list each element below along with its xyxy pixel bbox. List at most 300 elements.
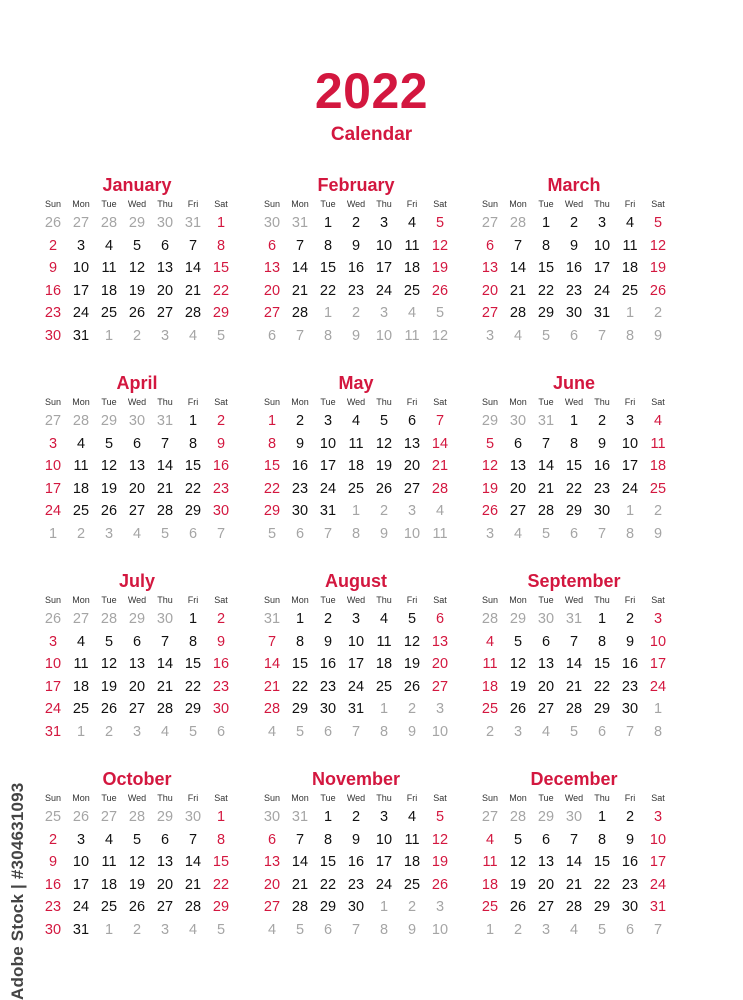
weekday-label: Tue [101, 595, 117, 605]
day-cell: 14 [565, 656, 583, 673]
day-cell: 2 [625, 809, 635, 825]
day-cell: 26 [403, 678, 421, 695]
month-april [39, 373, 235, 546]
day-cell: 26 [128, 305, 146, 322]
weekday-header [39, 394, 235, 410]
day-cell: 2 [351, 809, 361, 825]
weekday-label: Sat [433, 199, 447, 209]
day-grid [476, 806, 672, 942]
weekday-label: Thu [594, 397, 610, 407]
weekday-header [476, 394, 672, 410]
day-cell: 6 [160, 831, 170, 848]
adjacent-day-cell: 3 [435, 701, 445, 718]
weekday-label: Tue [538, 793, 554, 803]
adjacent-day-cell: 5 [541, 327, 551, 344]
adjacent-day-cell: 7 [351, 723, 361, 740]
adjacent-day-cell: 3 [132, 723, 142, 740]
day-cell: 4 [104, 831, 114, 848]
day-cell: 27 [128, 503, 146, 520]
weekday-label: Fri [624, 595, 636, 605]
day-cell: 7 [435, 413, 445, 429]
day-cell: 16 [319, 656, 337, 673]
adjacent-day-cell: 5 [295, 921, 305, 938]
day-cell: 28 [291, 899, 309, 916]
day-cell: 27 [263, 305, 281, 322]
day-cell: 12 [128, 260, 146, 277]
day-cell: 14 [291, 260, 309, 277]
weekday-label: Thu [594, 793, 610, 803]
day-cell: 16 [347, 260, 365, 277]
day-cell: 31 [347, 701, 365, 718]
day-cell: 31 [44, 723, 62, 740]
day-cell: 12 [431, 831, 449, 848]
adjacent-day-cell: 4 [132, 525, 142, 542]
adjacent-day-cell: 9 [407, 723, 417, 740]
day-cell: 2 [48, 831, 58, 848]
weekday-label: Mon [72, 595, 90, 605]
day-cell: 22 [593, 876, 611, 893]
day-cell: 3 [48, 633, 58, 650]
day-cell: 10 [375, 831, 393, 848]
adjacent-day-cell: 7 [653, 921, 663, 938]
day-cell: 31 [72, 921, 90, 938]
day-cell: 17 [593, 260, 611, 277]
month-february [258, 175, 454, 348]
adjacent-day-cell: 27 [72, 215, 90, 231]
adjacent-day-cell: 28 [128, 809, 146, 825]
adjacent-day-cell: 10 [431, 723, 449, 740]
day-cell: 13 [431, 633, 449, 650]
day-cell: 4 [76, 633, 86, 650]
day-cell: 16 [347, 854, 365, 871]
weekday-header [476, 790, 672, 806]
day-grid [258, 212, 454, 348]
weekday-label: Wed [127, 793, 147, 803]
calendar-year: 2022 [314, 63, 429, 119]
weekday-label: Sat [214, 199, 228, 209]
day-cell: 12 [649, 237, 667, 254]
adjacent-day-cell: 5 [435, 305, 445, 322]
adjacent-day-cell: 31 [156, 413, 174, 429]
weekday-label: Sun [263, 793, 280, 803]
weekday-header [258, 592, 454, 608]
day-cell: 7 [541, 435, 551, 452]
day-cell: 14 [509, 260, 527, 277]
day-grid [258, 806, 454, 942]
day-cell: 30 [593, 503, 611, 520]
day-cell: 13 [537, 656, 555, 673]
day-cell: 26 [509, 701, 527, 718]
adjacent-day-cell: 1 [104, 921, 114, 938]
day-cell: 10 [319, 435, 337, 452]
day-cell: 29 [537, 305, 555, 322]
adjacent-day-cell: 7 [295, 327, 305, 344]
day-cell: 5 [435, 809, 445, 825]
weekday-label: Mon [509, 397, 527, 407]
adjacent-day-cell: 4 [160, 723, 170, 740]
adjacent-day-cell: 31 [263, 611, 281, 627]
adjacent-day-cell: 2 [132, 327, 142, 344]
day-cell: 26 [509, 899, 527, 916]
day-cell: 27 [156, 305, 174, 322]
month-june [476, 373, 672, 546]
day-cell: 21 [184, 282, 202, 299]
weekday-label: Sat [433, 595, 447, 605]
weekday-label: Tue [538, 199, 554, 209]
weekday-label: Mon [509, 595, 527, 605]
day-cell: 22 [184, 678, 202, 695]
weekday-label: Sat [214, 793, 228, 803]
adjacent-day-cell: 10 [403, 525, 421, 542]
month-july [39, 571, 235, 744]
day-cell: 5 [407, 611, 417, 627]
day-grid [476, 608, 672, 744]
weekday-label: Tue [320, 199, 336, 209]
day-cell: 10 [44, 458, 62, 475]
day-cell: 3 [653, 611, 663, 627]
day-cell: 20 [403, 458, 421, 475]
weekday-label: Sat [433, 793, 447, 803]
day-grid [39, 608, 235, 744]
weekday-label: Wed [564, 793, 584, 803]
day-cell: 24 [649, 678, 667, 695]
stock-watermark: Adobe Stock | #304631093 [8, 782, 27, 1000]
day-cell: 21 [156, 678, 174, 695]
day-cell: 5 [104, 633, 114, 650]
day-cell: 5 [653, 215, 663, 231]
day-cell: 12 [509, 656, 527, 673]
day-cell: 29 [593, 701, 611, 718]
weekday-label: Mon [72, 199, 90, 209]
day-cell: 2 [351, 215, 361, 231]
adjacent-day-cell: 30 [565, 809, 583, 825]
adjacent-day-cell: 31 [565, 611, 583, 627]
adjacent-day-cell: 29 [481, 413, 499, 429]
day-cell: 4 [407, 215, 417, 231]
month-title: September [527, 571, 621, 591]
weekday-label: Wed [564, 397, 584, 407]
weekday-label: Wed [564, 199, 584, 209]
day-cell: 26 [481, 503, 499, 520]
day-cell: 20 [537, 876, 555, 893]
day-cell: 9 [216, 633, 226, 650]
adjacent-day-cell: 5 [216, 921, 226, 938]
adjacent-day-cell: 26 [44, 215, 62, 231]
adjacent-day-cell: 5 [160, 525, 170, 542]
adjacent-day-cell: 29 [128, 215, 146, 231]
day-cell: 31 [649, 899, 667, 916]
day-cell: 14 [156, 458, 174, 475]
day-cell: 6 [267, 237, 277, 254]
adjacent-day-cell: 6 [216, 723, 226, 740]
adjacent-day-cell: 10 [431, 921, 449, 938]
day-cell: 1 [323, 809, 333, 825]
day-cell: 25 [481, 899, 499, 916]
adjacent-day-cell: 2 [653, 305, 663, 322]
adjacent-day-cell: 2 [132, 921, 142, 938]
day-cell: 11 [404, 237, 420, 254]
adjacent-day-cell: 27 [100, 809, 118, 825]
adjacent-day-cell: 9 [379, 525, 389, 542]
weekday-label: Sat [651, 793, 665, 803]
adjacent-day-cell: 2 [513, 921, 523, 938]
day-cell: 5 [513, 831, 523, 848]
adjacent-day-cell: 2 [653, 503, 663, 520]
weekday-label: Sun [263, 199, 280, 209]
adjacent-day-cell: 28 [100, 611, 118, 627]
day-cell: 8 [597, 831, 607, 848]
day-cell: 30 [319, 701, 337, 718]
day-cell: 29 [184, 701, 202, 718]
weekday-label: Sun [44, 199, 61, 209]
day-cell: 11 [376, 633, 392, 650]
weekday-label: Wed [127, 397, 147, 407]
weekday-label: Mon [509, 199, 527, 209]
adjacent-day-cell: 4 [267, 723, 277, 740]
day-cell: 30 [565, 305, 583, 322]
day-cell: 18 [403, 260, 421, 277]
day-cell: 4 [379, 611, 389, 627]
month-title: February [317, 175, 395, 195]
day-cell: 26 [649, 282, 667, 299]
day-cell: 17 [649, 656, 667, 673]
day-cell: 27 [537, 899, 555, 916]
day-cell: 10 [72, 854, 90, 871]
adjacent-day-cell: 3 [513, 723, 523, 740]
day-cell: 21 [291, 876, 309, 893]
day-cell: 22 [184, 480, 202, 497]
day-cell: 9 [625, 633, 635, 650]
weekday-label: Sat [214, 397, 228, 407]
adjacent-day-cell: 5 [597, 921, 607, 938]
weekday-label: Tue [320, 595, 336, 605]
day-cell: 8 [267, 435, 277, 452]
day-cell: 14 [263, 656, 281, 673]
day-cell: 30 [621, 899, 639, 916]
day-cell: 14 [431, 435, 449, 452]
day-cell: 24 [621, 480, 639, 497]
day-cell: 12 [403, 633, 421, 650]
adjacent-day-cell: 30 [184, 809, 202, 825]
weekday-label: Sun [481, 595, 498, 605]
day-cell: 20 [431, 656, 449, 673]
day-cell: 22 [263, 480, 281, 497]
month-january [39, 175, 235, 348]
day-cell: 9 [569, 237, 579, 254]
day-cell: 9 [351, 237, 361, 254]
weekday-label: Thu [157, 199, 173, 209]
weekday-label: Sun [44, 595, 61, 605]
day-cell: 19 [509, 876, 527, 893]
day-cell: 23 [212, 480, 230, 497]
adjacent-day-cell: 8 [351, 525, 361, 542]
day-cell: 30 [44, 327, 62, 344]
adjacent-day-cell: 31 [537, 413, 555, 429]
day-cell: 28 [184, 899, 202, 916]
day-cell: 23 [347, 876, 365, 893]
day-cell: 20 [128, 480, 146, 497]
weekday-label: Wed [346, 595, 366, 605]
day-cell: 24 [44, 701, 62, 718]
weekday-label: Sat [651, 595, 665, 605]
day-cell: 24 [347, 678, 365, 695]
day-cell: 23 [565, 282, 583, 299]
day-cell: 8 [597, 633, 607, 650]
adjacent-day-cell: 4 [569, 921, 579, 938]
weekday-label: Fri [406, 199, 418, 209]
day-cell: 3 [76, 237, 86, 254]
day-cell: 3 [323, 413, 333, 429]
month-title: December [530, 769, 618, 789]
day-cell: 4 [104, 237, 114, 254]
day-cell: 21 [509, 282, 527, 299]
day-cell: 27 [403, 480, 421, 497]
day-cell: 12 [128, 854, 146, 871]
month-may [258, 373, 454, 546]
day-cell: 9 [323, 633, 333, 650]
day-cell: 30 [212, 503, 230, 520]
day-cell: 10 [375, 237, 393, 254]
weekday-label: Thu [376, 199, 392, 209]
day-cell: 19 [403, 656, 421, 673]
adjacent-day-cell: 12 [431, 327, 449, 344]
adjacent-day-cell: 29 [100, 413, 118, 429]
adjacent-day-cell: 8 [323, 327, 333, 344]
day-cell: 1 [569, 413, 579, 429]
adjacent-day-cell: 4 [541, 723, 551, 740]
month-title: January [102, 175, 172, 195]
day-cell: 11 [101, 854, 117, 871]
adjacent-day-cell: 2 [407, 701, 417, 718]
adjacent-day-cell: 1 [379, 899, 389, 916]
weekday-label: Mon [291, 793, 309, 803]
weekday-label: Fri [624, 793, 636, 803]
day-cell: 28 [431, 480, 449, 497]
day-cell: 15 [593, 656, 611, 673]
day-cell: 23 [212, 678, 230, 695]
month-title: June [552, 373, 595, 393]
day-cell: 24 [649, 876, 667, 893]
adjacent-day-cell: 1 [76, 723, 86, 740]
day-cell: 6 [513, 435, 523, 452]
adjacent-day-cell: 28 [100, 215, 118, 231]
day-cell: 24 [375, 282, 393, 299]
day-cell: 21 [537, 480, 555, 497]
day-cell: 18 [72, 678, 90, 695]
month-october [39, 769, 235, 942]
day-cell: 10 [649, 831, 667, 848]
adjacent-day-cell: 1 [323, 305, 333, 322]
adjacent-day-cell: 30 [156, 611, 174, 627]
day-cell: 15 [319, 854, 337, 871]
day-cell: 7 [295, 831, 305, 848]
day-cell: 13 [537, 854, 555, 871]
day-cell: 17 [375, 854, 393, 871]
day-cell: 14 [184, 854, 202, 871]
day-cell: 1 [597, 809, 607, 825]
day-cell: 27 [263, 899, 281, 916]
day-cell: 2 [216, 611, 226, 627]
day-cell: 13 [481, 260, 499, 277]
day-cell: 16 [621, 854, 639, 871]
day-cell: 12 [509, 854, 527, 871]
adjacent-day-cell: 8 [625, 525, 635, 542]
day-cell: 13 [128, 458, 146, 475]
day-cell: 29 [212, 899, 230, 916]
day-cell: 14 [184, 260, 202, 277]
day-cell: 16 [212, 656, 230, 673]
day-cell: 26 [375, 480, 393, 497]
adjacent-day-cell: 30 [263, 215, 281, 231]
weekday-label: Wed [564, 595, 584, 605]
adjacent-day-cell: 6 [323, 723, 333, 740]
adjacent-day-cell: 30 [509, 413, 527, 429]
day-cell: 28 [565, 701, 583, 718]
day-cell: 16 [291, 458, 309, 475]
day-cell: 14 [156, 656, 174, 673]
adjacent-day-cell: 28 [481, 611, 499, 627]
day-cell: 7 [569, 633, 579, 650]
day-cell: 17 [649, 854, 667, 871]
day-cell: 12 [100, 656, 118, 673]
day-cell: 19 [128, 876, 146, 893]
day-cell: 2 [569, 215, 579, 231]
day-cell: 19 [128, 282, 146, 299]
day-cell: 7 [267, 633, 277, 650]
month-title: November [311, 769, 401, 789]
day-cell: 26 [100, 701, 118, 718]
adjacent-day-cell: 7 [351, 921, 361, 938]
day-cell: 17 [72, 876, 90, 893]
day-cell: 14 [537, 458, 555, 475]
day-cell: 11 [348, 435, 364, 452]
adjacent-day-cell: 1 [625, 305, 635, 322]
day-cell: 8 [295, 633, 305, 650]
day-cell: 20 [128, 678, 146, 695]
day-cell: 15 [212, 260, 230, 277]
day-cell: 19 [375, 458, 393, 475]
day-cell: 18 [72, 480, 90, 497]
adjacent-day-cell: 9 [351, 327, 361, 344]
day-cell: 28 [156, 503, 174, 520]
day-cell: 28 [509, 305, 527, 322]
adjacent-day-cell: 9 [653, 327, 663, 344]
day-cell: 11 [482, 656, 498, 673]
day-cell: 15 [537, 260, 555, 277]
day-cell: 29 [291, 701, 309, 718]
day-cell: 8 [216, 831, 226, 848]
adjacent-day-cell: 7 [597, 327, 607, 344]
adjacent-day-cell: 6 [295, 525, 305, 542]
day-cell: 6 [407, 413, 417, 429]
month-august [258, 571, 454, 744]
adjacent-day-cell: 7 [323, 525, 333, 542]
adjacent-day-cell: 31 [184, 215, 202, 231]
day-cell: 9 [216, 435, 226, 452]
day-cell: 2 [625, 611, 635, 627]
day-cell: 19 [509, 678, 527, 695]
adjacent-day-cell: 5 [569, 723, 579, 740]
adjacent-day-cell: 3 [485, 327, 495, 344]
weekday-header [258, 196, 454, 212]
day-cell: 31 [593, 305, 611, 322]
day-cell: 19 [431, 854, 449, 871]
weekday-header [39, 592, 235, 608]
adjacent-day-cell: 5 [188, 723, 198, 740]
day-cell: 5 [132, 237, 142, 254]
month-november [258, 769, 454, 942]
adjacent-day-cell: 9 [653, 525, 663, 542]
